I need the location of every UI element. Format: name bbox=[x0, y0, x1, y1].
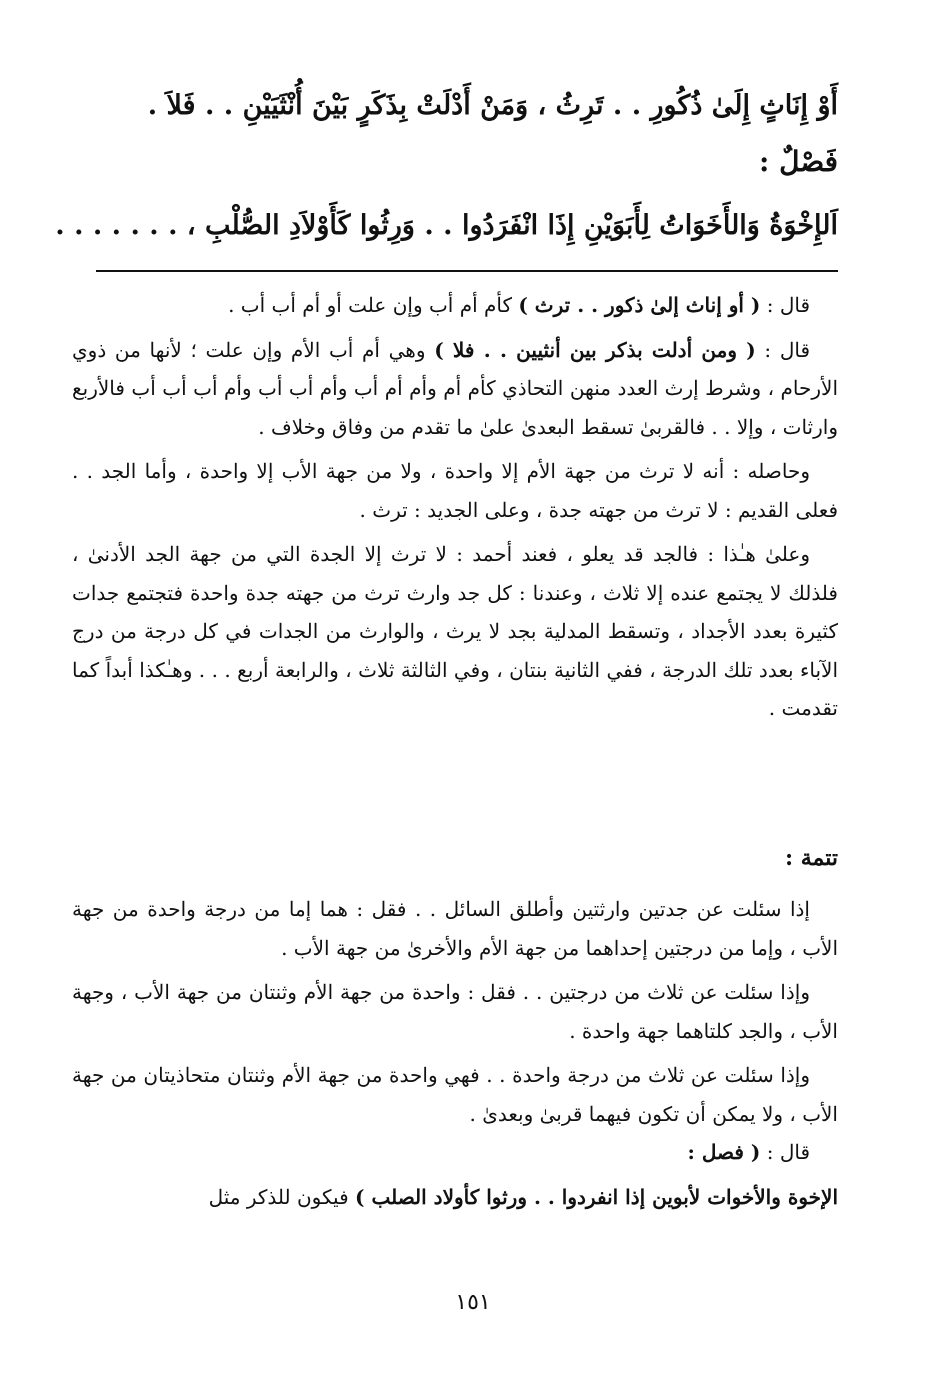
tatimma-block bbox=[72, 890, 838, 1216]
section-title-tatimma: تتمة : bbox=[784, 845, 838, 871]
tatimma-paragraph: وإذا سئلت عن ثلاث من درجة واحدة . . فهي واحدة من جهة الأم وثنتان متحاذيتان من جهة الأب ، ولا يمكن أن تكون فيهما قربىٰ وبعدىٰ . bbox=[72, 1063, 838, 1126]
commentary-paragraph bbox=[72, 286, 838, 325]
commentary-paragraph: وحاصله : أنه لا ترث من جهة الأم إلا واحدة ، ولا من جهة الأب إلا واحدة ، وأما الجد . . فعلى القديم : لا ترث من جهته جدة ، وعلى الجديد : ترث . bbox=[72, 459, 838, 522]
commentary-text: وهي أم أب الأم وإن علت ؛ لأنها من ذوي الأرحام ، وشرط إرث العدد منهن التحاذي كأم أم وأم أم أب وأم أب أب وأم أب أب أب فالأربع وارثات ، وإلا . . فالقربىٰ تسقط البعدىٰ علىٰ ما تقدم من وفاق وخلاف . bbox=[72, 337, 838, 439]
commentary-block bbox=[72, 286, 838, 728]
verse-line-2: اَلإِخْوَةُ وَالأَخَوَاتُ لِأَبَوَيْنِ إِذَا انْفَرَدُوا . . وَرِثُوا كَأَوْلاَدِ الصُّلْبِ ، . . . . . . . bbox=[55, 210, 838, 241]
separator-rule bbox=[96, 270, 838, 272]
commentary-prefix: قال : bbox=[760, 1140, 810, 1164]
matn-quote: ( أو إناث إلىٰ ذكور . . ترث ) bbox=[518, 293, 761, 317]
tatimma-paragraph bbox=[72, 1178, 838, 1217]
commentary-text: فيكون للذكر مثل bbox=[208, 1184, 356, 1209]
commentary-paragraph: وعلىٰ هـٰذا : فالجد قد يعلو ، فعند أحمد : لا ترث إلا الجدة التي من جهة الجد الأدنىٰ ، فلذلك لا يجتمع عنده إلا ثلاث ، وعندنا : كل جد وارث ترث من جهته جدة واحدة فتجتمع جدات كثيرة بعدد الأجداد ، وتسقط المدلية بجد لا يرث ، والوارث من الجدات في كل درجة من درج الآباء بعدد تلك الدرجة ، ففي الثانية بنتان ، وفي الثالثة ثلاث ، والرابعة أربع . . . وهـٰكذا أبداً كما تقدمت . bbox=[72, 542, 838, 720]
tatimma-paragraph: إذا سئلت عن جدتين وارثتين وأطلق السائل . . فقل : هما إما من درجة واحدة من جهة الأب ، وإما من درجتين إحداهما من جهة الأم والأخرىٰ من جهة الأب . bbox=[72, 897, 838, 960]
tatimma-paragraph bbox=[72, 1133, 838, 1172]
commentary-prefix: قال : bbox=[760, 293, 810, 317]
page-number: ١٥١ bbox=[455, 1290, 491, 1315]
commentary-text: كأم أم أب وإن علت أو أم أب أب . bbox=[228, 293, 519, 317]
commentary-prefix: قال : bbox=[755, 337, 811, 362]
tatimma-paragraph: وإذا سئلت عن ثلاث من درجتين . . فقل : واحدة من جهة الأم وثنتان من جهة الأب ، وجهة الأب ، والجد كلتاهما جهة واحدة . bbox=[72, 980, 838, 1043]
verse-heading: فَصْلٌ : bbox=[759, 145, 838, 178]
matn-quote: الإخوة والأخوات لأبوين إذا انفردوا . . ورثوا كأولاد الصلب ) bbox=[355, 1184, 838, 1209]
commentary-paragraph bbox=[72, 331, 838, 447]
matn-quote: ( ومن أدلت بذكر بين أنثيين . . فلا ) bbox=[434, 337, 756, 362]
verse-line-1: أَوْ إِنَاثٍ إِلَىٰ ذُكُورِ . . تَرِثُ ، وَمَنْ أَدْلَتْ بِذَكَرٍ بَيْنَ أُنْثَيَيْنِ . . فَلاَ . bbox=[147, 90, 838, 121]
matn-quote: ( فصل : bbox=[687, 1140, 761, 1164]
